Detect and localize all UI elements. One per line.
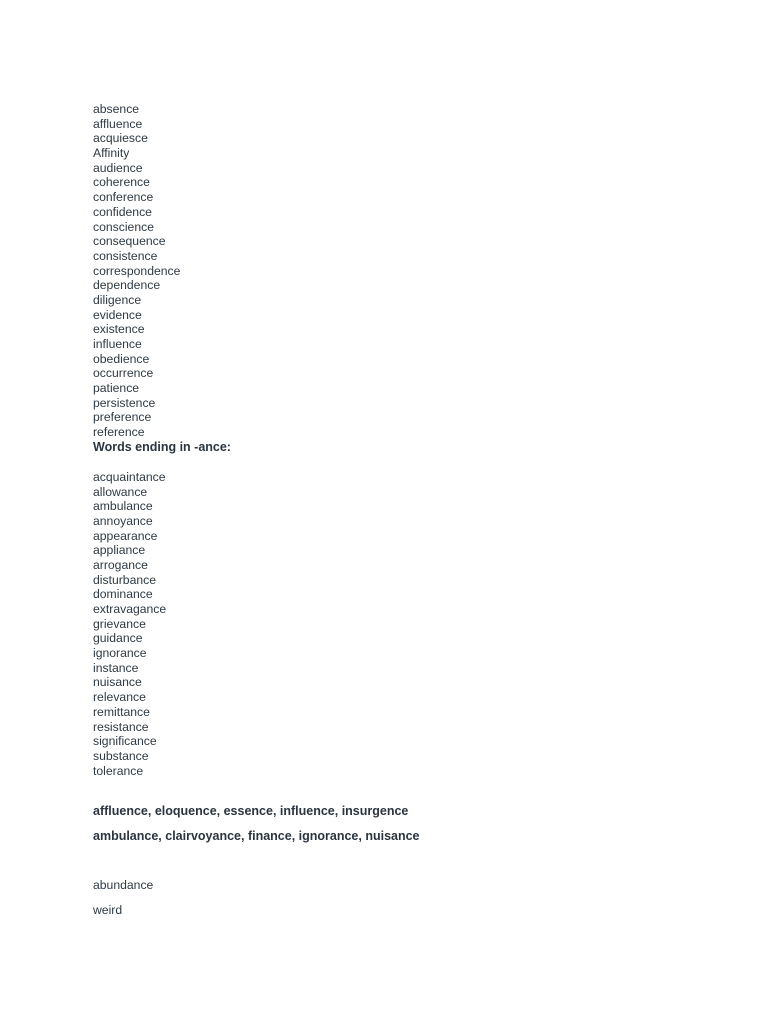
ance-word-item: ambulance: [93, 499, 153, 514]
ence-word-item: confidence: [93, 204, 152, 219]
ence-word-item: patience: [93, 381, 140, 396]
ance-word-item: appearance: [93, 528, 158, 543]
ence-word-item: preference: [93, 410, 152, 425]
ance-word-item: ignorance: [93, 646, 147, 661]
ance-word-item: substance: [93, 748, 149, 763]
ance-word-item: instance: [93, 660, 139, 675]
ance-word-item: remittance: [93, 704, 150, 719]
ence-word-item: dependence: [93, 278, 161, 293]
ence-word-item: Affinity: [93, 146, 130, 161]
ence-word-item: conscience: [93, 219, 154, 234]
ence-word-item: evidence: [93, 307, 142, 322]
ence-word-item: consistence: [93, 248, 158, 263]
ance-word-item: relevance: [93, 690, 146, 705]
ance-word-item: significance: [93, 734, 157, 749]
ance-word-item: arrogance: [93, 557, 148, 572]
ence-word-item: occurrence: [93, 366, 154, 381]
ance-word-item: resistance: [93, 719, 149, 734]
ence-word-item: obedience: [93, 351, 150, 366]
ence-word-item: audience: [93, 160, 143, 175]
ance-word-item: appliance: [93, 543, 146, 558]
ance-heading: Words ending in -ance:: [93, 439, 231, 454]
extra-word: abundance: [93, 878, 154, 893]
ance-word-item: grievance: [93, 616, 146, 631]
ence-word-item: conference: [93, 190, 154, 205]
ance-word-list: [93, 470, 733, 778]
ence-word-item: coherence: [93, 175, 150, 190]
ence-word-item: diligence: [93, 292, 142, 307]
ence-word-item: absence: [93, 102, 140, 116]
ence-word-list: [93, 102, 733, 440]
document-page: [93, 102, 733, 918]
ence-word-item: acquiesce: [93, 131, 148, 146]
ance-word-item: allowance: [93, 484, 148, 499]
ence-word-item: persistence: [93, 395, 156, 410]
ance-word-item: annoyance: [93, 513, 153, 528]
ance-word-item: acquaintance: [93, 469, 166, 484]
ence-word-item: consequence: [93, 234, 166, 249]
ence-word-item: existence: [93, 322, 145, 337]
ance-word-item: tolerance: [93, 763, 144, 778]
ence-word-item: influence: [93, 337, 142, 351]
ence-word-item: affluence: [93, 116, 143, 131]
bold-word-line: ambulance, clairvoyance, finance, ignorance, nuisance: [93, 829, 420, 844]
extra-word: weird: [93, 903, 123, 918]
ance-word-item: disturbance: [93, 572, 157, 587]
ance-word-item: nuisance: [93, 675, 142, 690]
bold-word-line: affluence, eloquence, essence, influence, insurgence: [93, 804, 409, 819]
ence-word-item: correspondence: [93, 263, 181, 278]
ence-word-item: reference: [93, 425, 145, 440]
ance-word-item: extravagance: [93, 602, 167, 616]
ance-word-item: dominance: [93, 587, 153, 602]
ance-word-item: guidance: [93, 631, 143, 646]
